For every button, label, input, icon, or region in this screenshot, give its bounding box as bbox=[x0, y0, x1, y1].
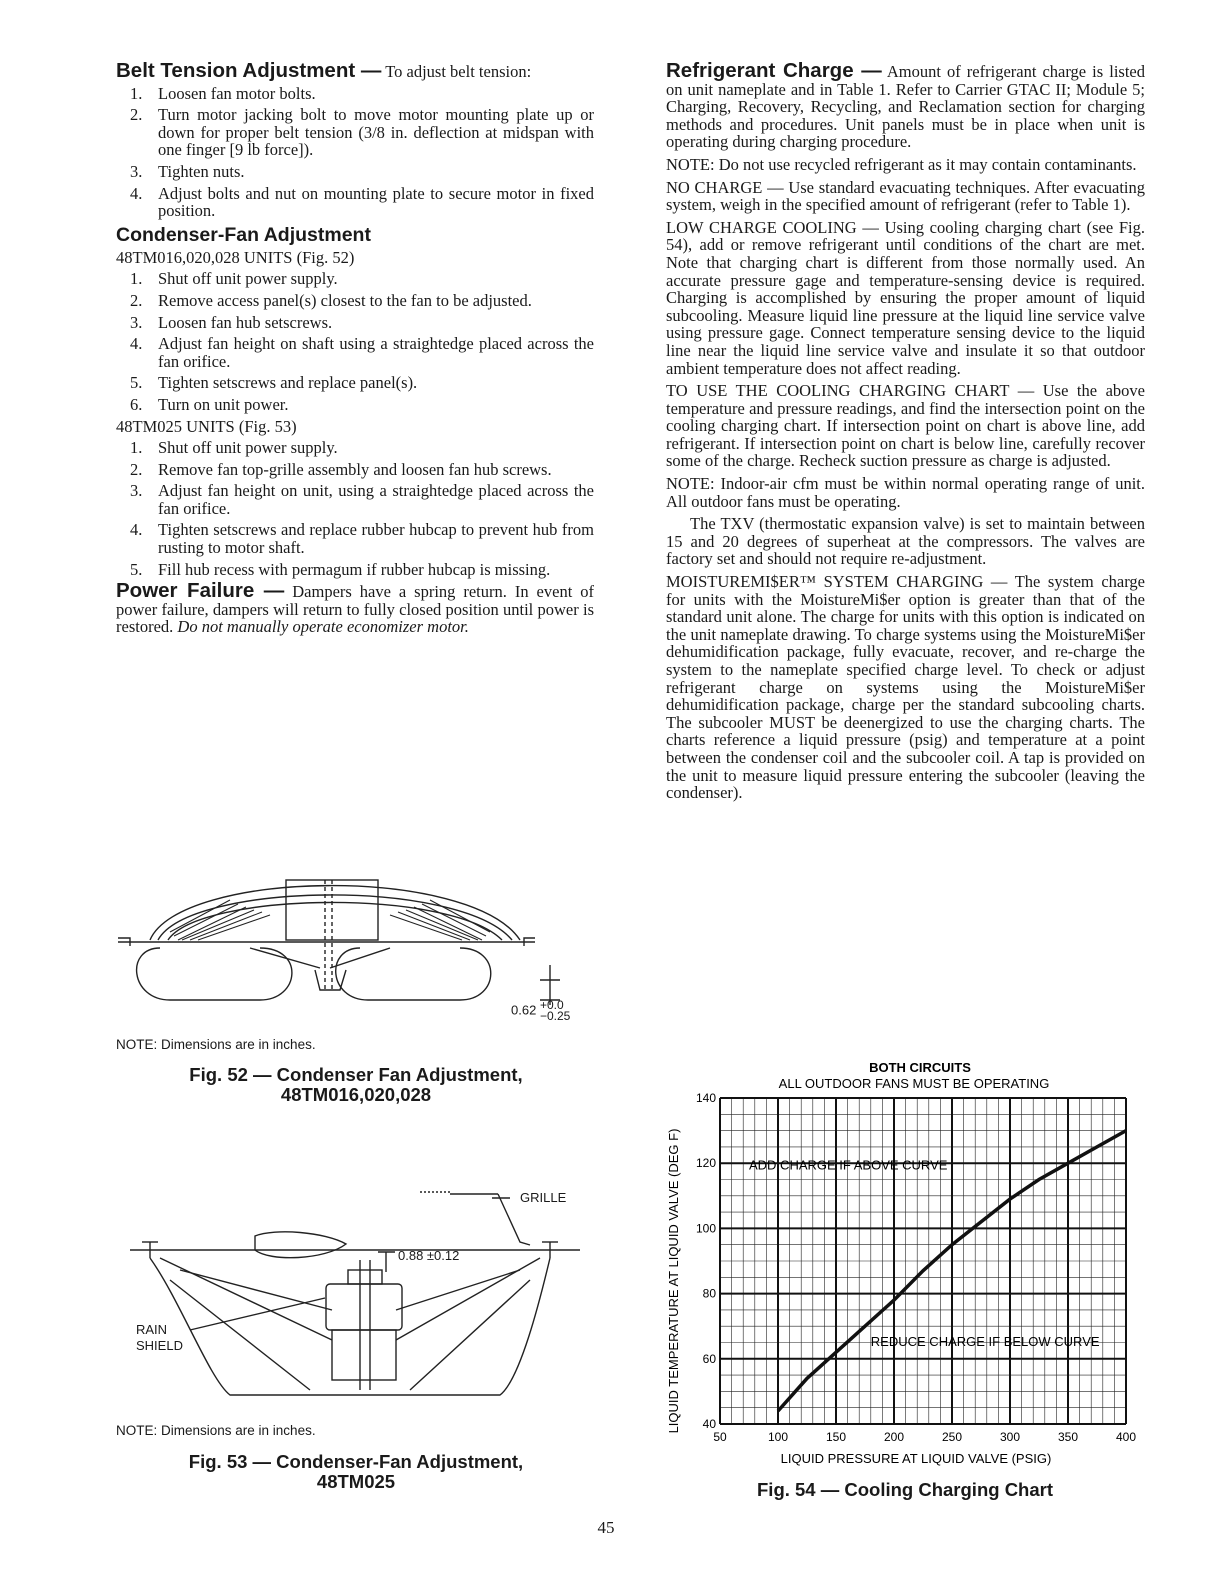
fig53-rain-shield bbox=[136, 1322, 183, 1354]
step-text: Tighten setscrews and replace panel(s). bbox=[158, 373, 418, 393]
step-item bbox=[116, 439, 594, 457]
fig52-tol-plus: +0.0 bbox=[539, 998, 564, 1012]
step-number: 1. bbox=[130, 269, 143, 289]
power-failure-heading: Power Failure — bbox=[116, 579, 285, 603]
step-number: 3. bbox=[130, 481, 143, 501]
chart-y-tick-label: 120 bbox=[695, 1156, 716, 1171]
chart-x-tick-label: 250 bbox=[941, 1430, 963, 1444]
step-item bbox=[116, 482, 594, 517]
step-text: Tighten setscrews and replace rubber hubcap to prevent hub from rusting to motor shaft. bbox=[158, 520, 594, 558]
chart-annotation-reduce: REDUCE CHARGE IF BELOW CURVE bbox=[870, 1333, 1100, 1349]
right-column bbox=[666, 59, 1145, 807]
chart-title: BOTH CIRCUITS bbox=[869, 1060, 971, 1075]
chart-y-axis-label: LIQUID TEMPERATURE AT LIQUID VALVE (DEG F) bbox=[666, 1128, 681, 1434]
step-text: Loosen fan hub setscrews. bbox=[158, 312, 333, 332]
fig52-caption-line2: 48TM016,020,028 bbox=[280, 1084, 432, 1105]
step-item bbox=[116, 292, 594, 310]
chart-y-tick-label: 100 bbox=[695, 1221, 716, 1236]
step-text: Adjust bolts and nut on mounting plate to secure motor in fixed position. bbox=[158, 183, 594, 221]
fig54-caption: Fig. 54 — Cooling Charging Chart bbox=[757, 1479, 1053, 1500]
step-text: Remove fan top-grille assembly and loosen fan hub screws. bbox=[158, 459, 552, 479]
power-failure-text: Dampers have a spring return. In event of power failure, dampers will return to fully closed position until power is restored. bbox=[116, 582, 594, 637]
chart-y-tick-label: 40 bbox=[702, 1417, 716, 1431]
step-number: 1. bbox=[130, 438, 143, 458]
no-charge-paragraph: NO CHARGE — Use standard evacuating techniques. After evacuating system, weigh in the specified amount of refrigerant (refer to Table 1). bbox=[666, 177, 1145, 215]
moisturemiser-paragraph: MOISTUREMI$ER™ SYSTEM CHARGING — The system charge for units with the MoistureMi$er option is greater than that of the standard unit alone. The charge for units with this option is indicated on the unit nameplate drawing. To charge systems using the MoistureMi$er dehumidification package, fully evacuate, recover, and re-charge the system to the nameplate specified charge level. To check or adjust refrigerant charge on systems using the MoistureMi$er dehumidification package, charge per the standard subcooling charts. The subcooler MUST be deenergized to use the charging charts. The charts reference a liquid pressure (psig) and temperature at a point between the condenser coil and the subcooler coil. A tap is provided on the unit to measure liquid pressure entering the subcooler (leaving the condenser). bbox=[666, 572, 1145, 803]
fig53-caption bbox=[116, 1452, 596, 1492]
step-text: Fill hub recess with permagum if rubber hubcap is missing. bbox=[158, 559, 551, 579]
step-text: Adjust fan height on shaft using a straightedge placed across the fan orifice. bbox=[158, 334, 594, 371]
left-column bbox=[116, 59, 594, 641]
fig52-tol-minus: −0.25 bbox=[539, 1009, 571, 1023]
step-text: Tighten nuts. bbox=[158, 161, 245, 181]
power-failure-italic: Do not manually operate economizer motor. bbox=[173, 617, 469, 637]
fig53-rain-label: RAIN bbox=[136, 1322, 168, 1337]
step-item bbox=[116, 106, 594, 159]
chart-y-tick-label: 80 bbox=[702, 1286, 716, 1301]
low-charge-paragraph: LOW CHARGE COOLING — Using cooling charging chart (see Fig. 54), add or remove refrigerant until conditions of the chart are met. Note that charging chart is different from those normally used. An accurate pressure gage and temperature-sensing device is required. Charging is accomplished by ensuring the proper amount of liquid subcooling. Measure liquid line pressure at the liquid line service valve using pressure gage. Connect temperature sensing device to the liquid line near the liquid line service valve and insulate it so that outdoor ambient temperature does not affect reading. bbox=[666, 217, 1145, 378]
step-item bbox=[116, 374, 594, 392]
step-text: Turn motor jacking bolt to move motor mounting plate up or down for proper belt tension (3/8 in. deflection at midspan with one finger [9 lb force]). bbox=[158, 105, 594, 160]
step-number: 5. bbox=[130, 373, 143, 393]
chart-annotation-add: ADD CHARGE IF ABOVE CURVE bbox=[749, 1157, 948, 1173]
fig52-caption-line1: Fig. 52 — Condenser Fan Adjustment, bbox=[189, 1064, 523, 1085]
indoor-air-note: NOTE: Indoor-air cfm must be within normal operating range of unit. All outdoor fans must be operating. bbox=[666, 474, 1145, 511]
step-number: 2. bbox=[130, 459, 143, 479]
step-item bbox=[116, 270, 594, 288]
fig53-shield-label: SHIELD bbox=[136, 1338, 183, 1353]
step-item bbox=[116, 185, 594, 220]
fig52-dim-value: 0.62 bbox=[511, 1002, 537, 1018]
chart-x-axis-label: LIQUID PRESSURE AT LIQUID VALVE (PSIG) bbox=[780, 1451, 1052, 1466]
chart-x-tick-label: 100 bbox=[767, 1430, 789, 1444]
step-text: Adjust fan height on unit, using a straightedge placed across the fan orifice. bbox=[158, 481, 594, 518]
fig52-tolerance bbox=[540, 1000, 570, 1022]
step-item bbox=[116, 335, 594, 370]
fig52-dimension bbox=[511, 1000, 570, 1022]
fig53-dimension: 0.88 ±0.12 bbox=[398, 1248, 460, 1263]
step-item bbox=[116, 396, 594, 414]
step-number: 5. bbox=[130, 559, 143, 579]
step-text: Remove access panel(s) closest to the fan to be adjusted. bbox=[158, 290, 532, 310]
step-number: 6. bbox=[130, 394, 143, 414]
step-item bbox=[116, 521, 594, 556]
condenser-steps1-list bbox=[116, 270, 594, 413]
belt-tension-heading: Belt Tension Adjustment — bbox=[116, 59, 382, 82]
step-item bbox=[116, 561, 594, 579]
fig53-grille-label: GRILLE bbox=[520, 1190, 567, 1205]
fig52-caption bbox=[116, 1065, 596, 1105]
use-chart-paragraph: TO USE THE COOLING CHARGING CHART — Use the above temperature and pressure readings, and find the intersection point on the cooling charging chart. If intersection point on chart is above line, add refrigerant. If intersection point on chart is below line, carefully recover some of the charge. Recheck suction pressure as charge is adjusted. bbox=[666, 381, 1145, 471]
fig53-note: NOTE: Dimensions are in inches. bbox=[116, 1423, 316, 1438]
step-item bbox=[116, 163, 594, 181]
step-number: 3. bbox=[130, 161, 143, 181]
condenser-units1: 48TM016,020,028 UNITS (Fig. 52) bbox=[116, 247, 355, 267]
step-item bbox=[116, 461, 594, 479]
step-text: Loosen fan motor bolts. bbox=[158, 83, 316, 103]
condenser-fan-heading: Condenser-Fan Adjustment bbox=[116, 223, 371, 246]
fig53-caption-line2: 48TM025 bbox=[316, 1471, 396, 1492]
step-number: 4. bbox=[130, 520, 143, 540]
chart-x-tick-label: 350 bbox=[1057, 1430, 1079, 1444]
refrigerant-charge-heading: Refrigerant Charge — bbox=[666, 59, 882, 82]
fig53-fan-drawing bbox=[120, 1180, 600, 1410]
step-item bbox=[116, 314, 594, 332]
step-number: 3. bbox=[130, 312, 143, 332]
condenser-steps2-list bbox=[116, 439, 594, 578]
page-number: 45 bbox=[597, 1518, 615, 1537]
condenser-units2: 48TM025 UNITS (Fig. 53) bbox=[116, 416, 297, 436]
chart-x-tick-label: 200 bbox=[883, 1430, 905, 1444]
step-text: Shut off unit power supply. bbox=[158, 438, 338, 458]
refrigerant-charge-intro: Amount of refrigerant charge is listed on unit nameplate and in Table 1. Refer to Carrier GTAC II; Module 5; Charging, Recovery, Recycling, and Reclamation section for charging methods and procedures. Unit panels must be in place when unit is operating during charging procedure. bbox=[666, 62, 1145, 152]
fig52-note: NOTE: Dimensions are in inches. bbox=[116, 1037, 316, 1052]
step-number: 4. bbox=[130, 183, 143, 203]
step-item bbox=[116, 85, 594, 103]
step-number: 2. bbox=[130, 105, 143, 125]
chart-x-tick-label: 300 bbox=[999, 1430, 1021, 1444]
refrigerant-charge-paragraph bbox=[666, 59, 1145, 152]
step-text: Shut off unit power supply. bbox=[158, 269, 338, 289]
fig54-cooling-charging-chart bbox=[656, 1056, 1156, 1476]
chart-x-tick-label: 50 bbox=[713, 1430, 727, 1444]
belt-tension-paragraph bbox=[116, 59, 594, 82]
power-failure-paragraph bbox=[116, 579, 594, 637]
chart-y-tick-label: 140 bbox=[695, 1091, 716, 1105]
step-number: 4. bbox=[130, 334, 143, 354]
chart-subtitle: ALL OUTDOOR FANS MUST BE OPERATING bbox=[778, 1076, 1050, 1091]
chart-x-tick-label: 150 bbox=[825, 1430, 847, 1444]
chart-y-tick-label: 60 bbox=[702, 1351, 716, 1366]
fig53-caption-line1: Fig. 53 — Condenser-Fan Adjustment, bbox=[188, 1451, 524, 1472]
belt-steps-list bbox=[116, 85, 594, 220]
step-number: 2. bbox=[130, 290, 143, 310]
refrig-note: NOTE: Do not use recycled refrigerant as it may contain contaminants. bbox=[666, 154, 1137, 174]
step-number: 1. bbox=[130, 83, 143, 103]
step-text: Turn on unit power. bbox=[158, 394, 289, 414]
txv-paragraph: The TXV (thermostatic expansion valve) is set to maintain between 15 and 20 degrees of superheat at the compressors. The valves are factory set and should not require re-adjustment. bbox=[666, 514, 1145, 569]
chart-x-tick-label: 400 bbox=[1115, 1430, 1137, 1444]
belt-tension-intro: To adjust belt tension: bbox=[381, 62, 532, 81]
